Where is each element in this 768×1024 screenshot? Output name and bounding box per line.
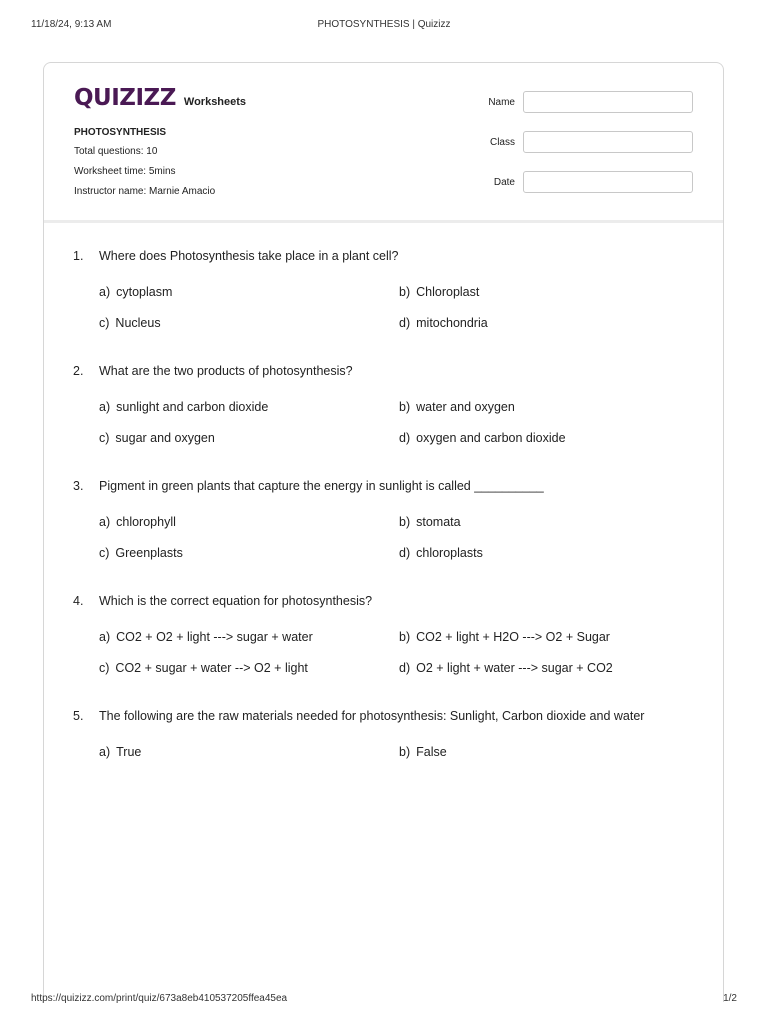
question-body: The following are the raw materials needed for photosynthesis: Sunlight, Carbon dioxide and water [99,709,645,723]
total-questions: Total questions: 10 [74,146,158,157]
class-field [475,131,693,153]
option-text: CO2 + sugar + water --> O2 + light [115,661,308,675]
option-text: sugar and oxygen [115,431,215,445]
option-text: Nucleus [115,316,161,330]
option-letter: a) [99,400,111,414]
option-text: Chloroplast [416,285,480,299]
answer-option [99,546,399,560]
option-text: O2 + light + water ---> sugar + CO2 [416,661,613,675]
option-text: mitochondria [416,316,488,330]
option-text: True [116,745,142,759]
question-list [73,249,693,793]
option-text: sunlight and carbon dioxide [116,400,269,414]
option-letter: b) [399,400,411,414]
question-number: 3. [73,479,84,493]
question-number: 5. [73,709,84,723]
question-number: 4. [73,594,84,608]
answer-option [99,400,399,414]
option-letter: c) [99,661,110,675]
question-item [73,594,693,675]
option-letter: b) [399,745,411,759]
question-item [73,249,693,330]
date-label: Date [493,176,515,188]
answer-option [99,745,399,759]
option-text: CO2 + light + H2O ---> O2 + Sugar [416,630,610,644]
answer-options [99,630,693,675]
logo-wordmark: QUIZIZZ [74,85,176,111]
question-body: Where does Photosynthesis take place in a plant cell? [99,249,399,263]
worksheet-time: Worksheet time: 5mins [74,166,176,177]
name-input[interactable] [523,91,693,113]
class-input[interactable] [523,131,693,153]
option-text: Greenplasts [115,546,183,560]
logo-subtitle: Worksheets [183,96,247,108]
worksheet-header [44,63,723,223]
question-body: Pigment in green plants that capture the energy in sunlight is called __________ [99,479,544,493]
question-item [73,364,693,445]
option-text: chlorophyll [116,515,176,529]
answer-option [399,546,699,560]
question-item [73,709,693,759]
answer-option [399,400,699,414]
print-title: PHOTOSYNTHESIS | Quizizz [317,19,451,30]
print-date: 11/18/24, 9:13 AM [31,19,112,30]
question-text [73,479,693,493]
quizizz-logo [74,85,246,111]
option-text: water and oxygen [416,400,515,414]
worksheet-title: PHOTOSYNTHESIS [74,127,167,138]
question-item [73,479,693,560]
option-letter: b) [399,515,411,529]
print-url: https://quizizz.com/print/quiz/673a8eb410537205ffea45ea [31,993,288,1004]
option-letter: a) [99,285,111,299]
option-letter: c) [99,546,110,560]
question-body: Which is the correct equation for photosynthesis? [99,594,373,608]
answer-option [399,745,699,759]
answer-option [399,515,699,529]
page-number: 1/2 [723,993,737,1004]
answer-option [399,285,699,299]
option-letter: d) [399,546,411,560]
date-field [475,171,693,193]
question-number: 1. [73,249,84,263]
question-body: What are the two products of photosynthesis? [99,364,353,378]
option-letter: a) [99,630,111,644]
answer-option [99,431,399,445]
option-letter: b) [399,285,411,299]
question-number: 2. [73,364,84,378]
answer-option [399,316,699,330]
option-letter: a) [99,515,111,529]
answer-options [99,400,693,445]
instructor-name: Instructor name: Marnie Amacio [74,186,216,197]
option-text: False [416,745,447,759]
answer-option [399,630,699,644]
answer-option [99,285,399,299]
option-letter: d) [399,661,411,675]
name-field [475,91,693,113]
answer-option [99,316,399,330]
option-letter: b) [399,630,411,644]
option-letter: a) [99,745,111,759]
name-label: Name [488,96,515,108]
class-label: Class [489,136,515,148]
worksheet-info [74,127,215,206]
option-text: oxygen and carbon dioxide [416,431,566,445]
option-letter: d) [399,316,411,330]
answer-options [99,515,693,560]
question-text [73,594,693,608]
answer-option [399,431,699,445]
option-text: stomata [416,515,461,529]
date-input[interactable] [523,171,693,193]
answer-options [99,745,693,759]
option-text: cytoplasm [116,285,173,299]
answer-option [399,661,699,675]
question-text [73,709,693,723]
answer-option [99,515,399,529]
option-letter: c) [99,316,110,330]
answer-option [99,661,399,675]
option-text: chloroplasts [416,546,483,560]
question-text [73,249,693,263]
question-text [73,364,693,378]
answer-options [99,285,693,330]
option-letter: c) [99,431,110,445]
answer-option [99,630,399,644]
option-letter: d) [399,431,411,445]
option-text: CO2 + O2 + light ---> sugar + water [116,630,313,644]
